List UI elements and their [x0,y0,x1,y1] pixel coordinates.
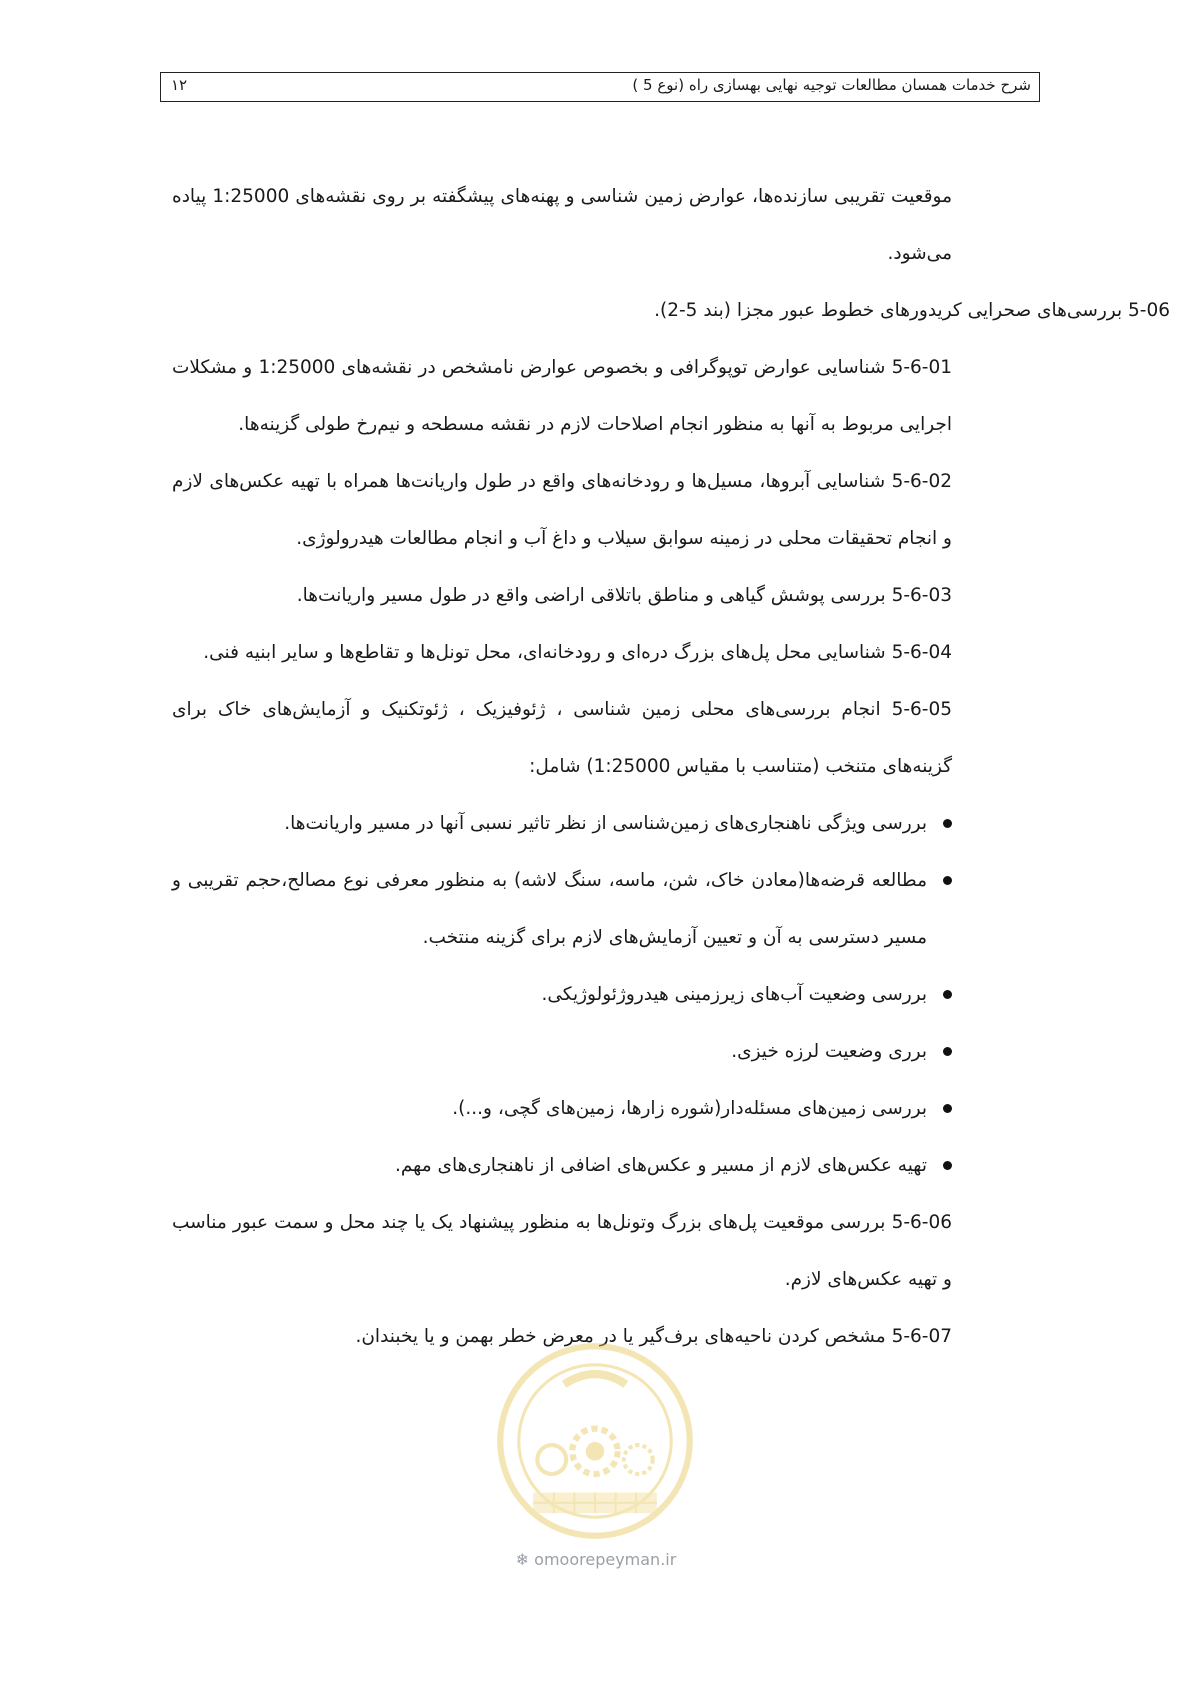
list-item [172,966,1054,1023]
bullet-text: بررسی وضعیت آب‌های زیرزمینی هیدروژئولوژیکی. [541,984,927,1005]
intro-paragraph: موقعیت تقریبی سازنده‌ها، عوارض زمین شناسی و پهنه‌های پیشگفته بر روی نقشه‌های 1:25000 پیاده می‌شود. [172,186,953,264]
bullet-icon [943,819,952,828]
bullet-icon [943,1104,952,1113]
page-number: ١٢ [171,76,188,94]
watermark-url-text: omoorepeyman.ir [534,1550,677,1569]
item-5-6-07: 5-6-07 مشخص کردن ناحیه‌های برف‌گیر یا در معرض خطر بهمن و یا یخبندان. [355,1326,952,1347]
bullet-text: برری وضعیت لرزه خیزی. [731,1041,927,1062]
list-item [172,852,1054,966]
item-5-6-05: 5-6-05 انجام بررسی‌های محلی زمین شناسی ، ژئوفیزیک ، ژئوتکنیک و آزمایش‌های خاک برای گزینه‌های متنخب (متناسب با مقیاس 1:25000) شامل: [172,699,952,777]
bullet-text: بررسی زمین‌های مسئله‌دار(شوره زارها، زمین‌های گچی، و...). [452,1098,927,1119]
watermark-url: ❄ omoorepeyman.ir [515,1550,677,1569]
bullet-icon [943,876,952,885]
list-item [172,1080,1054,1137]
list-item [172,795,1054,852]
bullet-text: بررسی ویژگی ناهنجاری‌های زمین‌شناسی از نظر تاثیر نسبی آنها در مسیر واریانت‌ها. [284,813,927,834]
bullet-icon [943,1161,952,1170]
bullet-text: تهیه عکس‌های لازم از مسیر و عکس‌های اضافی از ناهنجاری‌های مهم. [394,1155,927,1176]
bullet-icon [943,990,952,999]
item-5-6-04: 5-6-04 شناسایی محل پل‌های بزرگ دره‌ای و رودخانه‌ای، محل تونل‌ها و تقاطع‌ها و سایر ابنیه فنی. [203,642,952,663]
list-item [172,1137,1054,1194]
list-item [172,1023,1054,1080]
item-5-6-01: 5-6-01 شناسایی عوارض توپوگرافی و بخصوص عوارض نامشخص در نقشه‌های 1:25000 و مشکلات اجرایی مربوط به آنها به منظور انجام اصلاحات لازم در نقشه مسطحه و نیم‌رخ طولی گزینه‌ها. [172,357,953,435]
item-5-6-06: 5-6-06 بررسی موقعیت پل‌های بزرگ وتونل‌ها به منظور پیشنهاد یک یا چند محل و سمت عبور مناسب و تهیه عکس‌های لازم. [172,1212,952,1290]
document-body [172,168,1170,1365]
page-header [160,72,1040,102]
bullet-text: مطالعه قرضه‌ها(معادن خاک، شن، ماسه، سنگ لاشه) به منظور معرفی نوع مصالح،حجم تقریبی و مسیر دسترسی به آن و تعیین آزمایش‌های لازم برای گزینه منتخب. [172,870,927,948]
header-title: شرح خدمات همسان مطالعات توجیه نهایی بهسازی راه (نوع 5 ) [632,76,1031,94]
item-5-6-03: 5-6-03 بررسی پوشش گیاهی و مناطق باتلاقی اراضی واقع در طول مسیر واریانت‌ها. [296,585,952,606]
bullet-icon [943,1047,952,1056]
watermark-logo-icon [492,1338,698,1544]
item-5-6-02: 5-6-02 شناسایی آبروها، مسیل‌ها و رودخانه‌های واقع در طول واریانت‌ها همراه با تهیه عکس‌های لازم و انجام تحقیقات محلی در زمینه سوابق سیلاب و داغ آب و انجام مطالعات هیدرولوژی. [172,471,952,549]
section-heading: 5-06 بررسی‌های صحرایی کریدورهای خطوط عبور مجزا (بند 5-2). [654,300,1170,321]
bullet-list [172,795,1054,1194]
